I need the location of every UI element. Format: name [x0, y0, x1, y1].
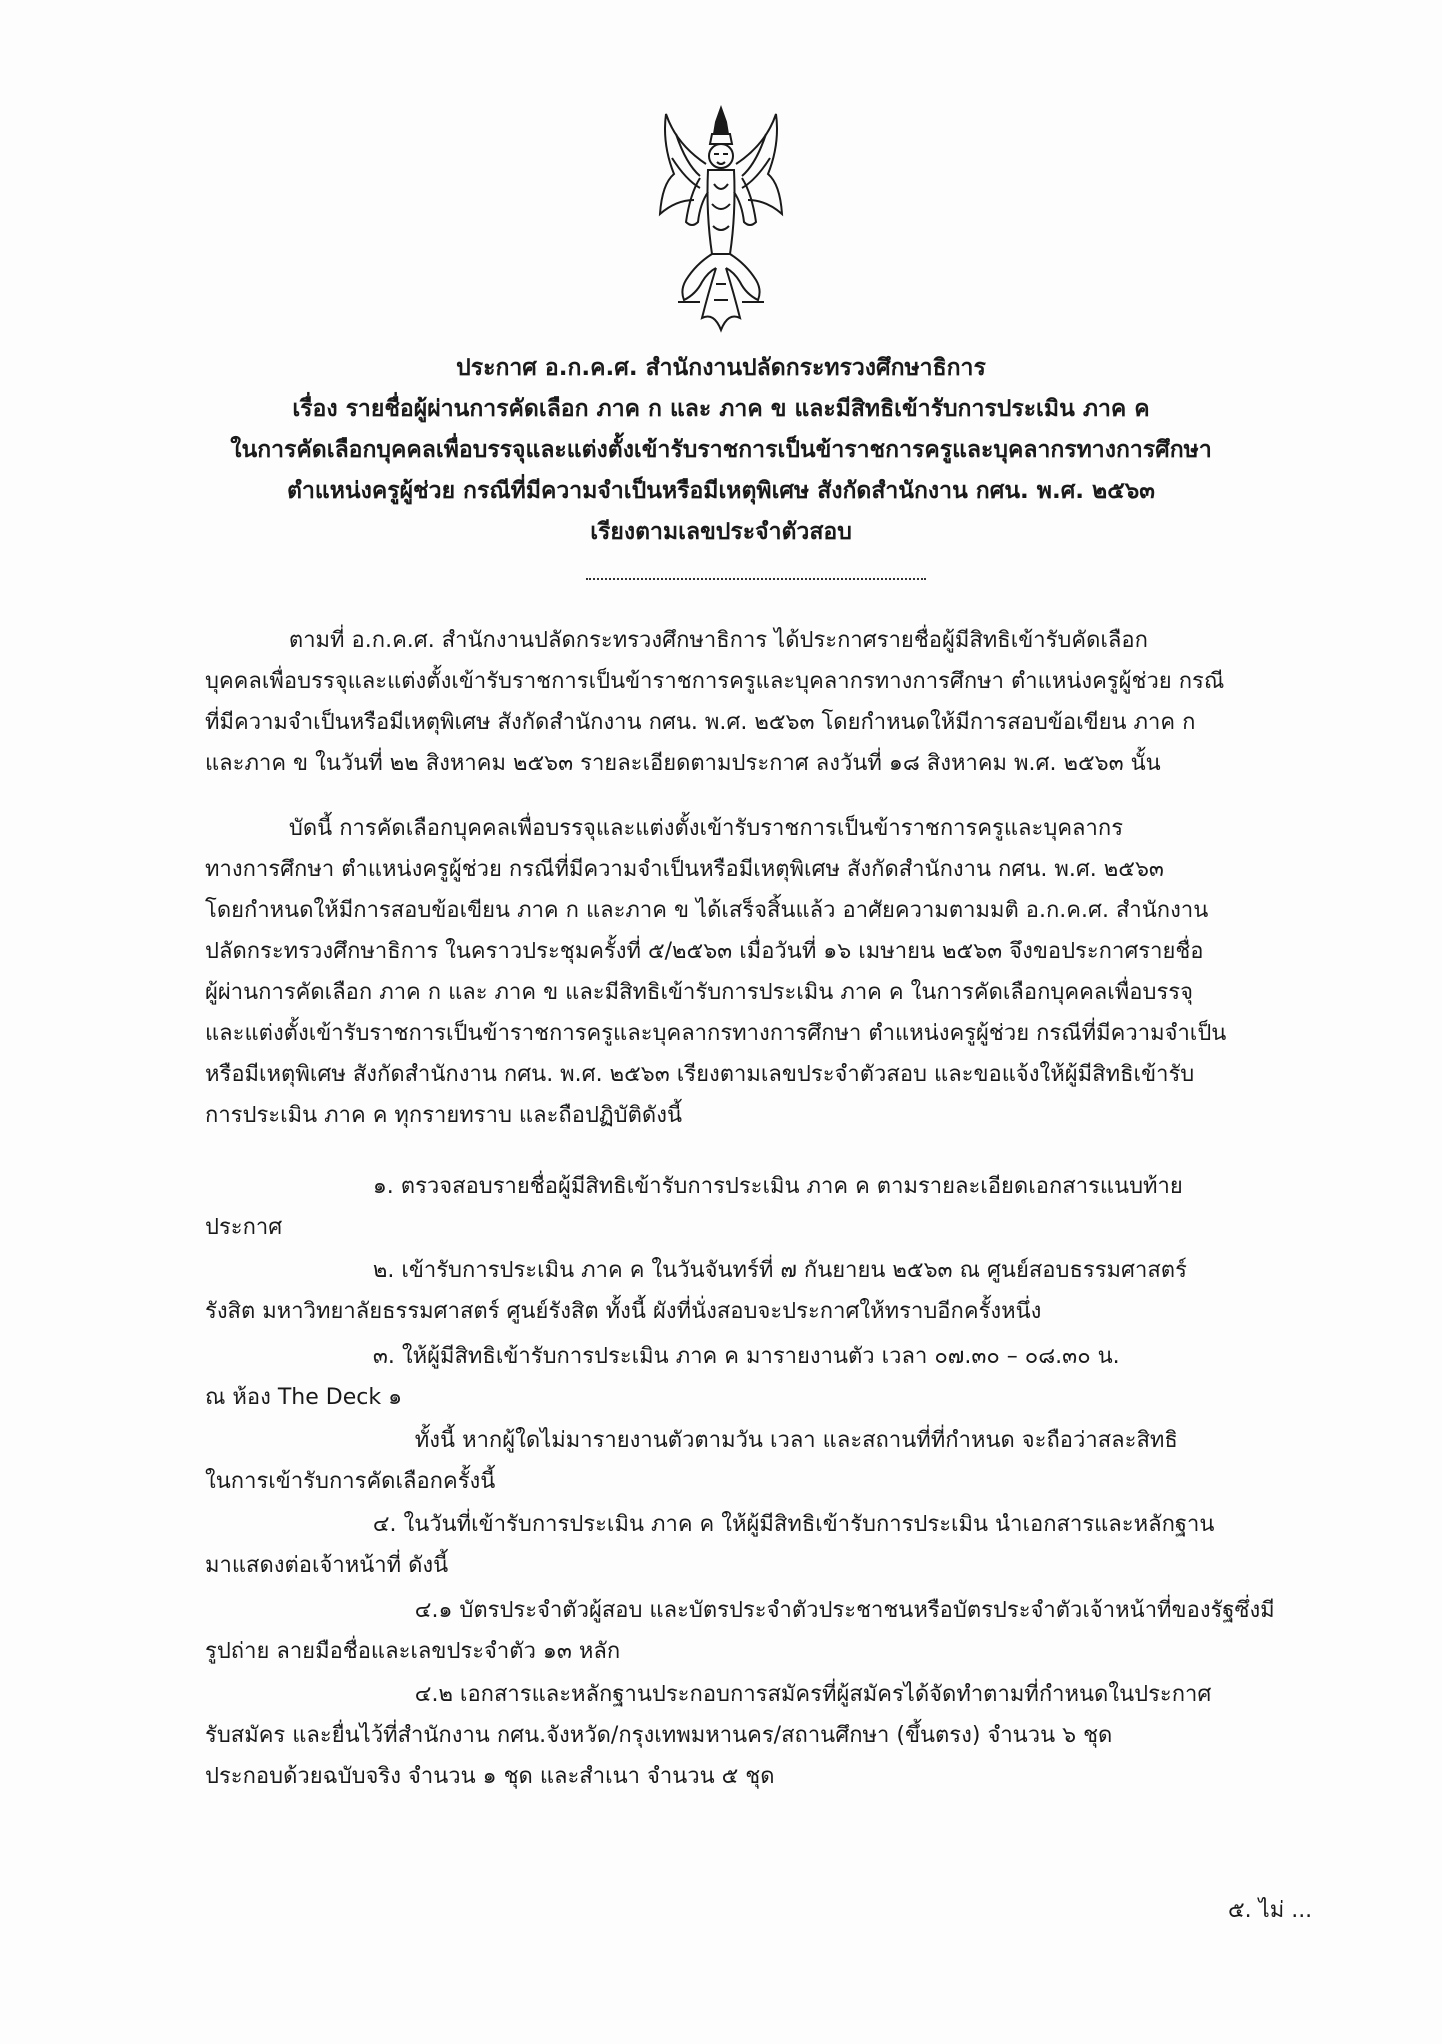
garuda-emblem-icon — [656, 104, 786, 336]
item-1 — [205, 1166, 1308, 1248]
title-line-4: ตำแหน่งครูผู้ช่วย กรณีที่มีความจำเป็นหรือมีเหตุพิเศษ สังกัดสำนักงาน กศน. พ.ศ. ๒๕๖๓ — [287, 478, 1155, 504]
item-line: ในการเข้ารับการคัดเลือกครั้งนี้ — [205, 1469, 496, 1494]
paragraph-line: ปลัดกระทรวงศึกษาธิการ ในคราวประชุมครั้งที่ ๕/๒๕๖๓ เมื่อวันที่ ๑๖ เมษายน ๒๕๖๓ จึงขอประกาศรายชื่อ — [205, 939, 1204, 964]
paragraph-line: ตามที่ อ.ก.ค.ศ. สำนักงานปลัดกระทรวงศึกษาธิการ ได้ประกาศรายชื่อผู้มีสิทธิเข้ารับคัดเลือก — [205, 628, 1148, 653]
paragraph-line: ทางการศึกษา ตำแหน่งครูผู้ช่วย กรณีที่มีความจำเป็นหรือมีเหตุพิเศษ สังกัดสำนักงาน กศน. พ.ศ. ๒๕๖๓ — [205, 857, 1164, 882]
paragraph-line: บัดนี้ การคัดเลือกบุคคลเพื่อบรรจุและแต่งตั้งเข้ารับราชการเป็นข้าราชการครูและบุคลากร — [205, 816, 1124, 841]
item-line: รังสิต มหาวิทยาลัยธรรมศาสตร์ ศูนย์รังสิต ทั้งนี้ ผังที่นั่งสอบจะประกาศให้ทราบอีกครั้งหนึ่ง — [205, 1299, 1042, 1324]
item-line: ๔. ในวันที่เข้ารับการประเมิน ภาค ค ให้ผู้มีสิทธิเข้ารับการประเมิน นำเอกสารและหลักฐาน — [205, 1512, 1215, 1537]
title-line-1: ประกาศ อ.ก.ค.ศ. สำนักงานปลัดกระทรวงศึกษาธิการ — [456, 355, 986, 381]
item-4-2 — [205, 1674, 1308, 1797]
paragraph-line: การประเมิน ภาค ค ทุกรายทราบ และถือปฏิบัติดังนี้ — [205, 1103, 682, 1128]
item-line: ณ ห้อง The Deck ๑ — [205, 1385, 403, 1410]
paragraph-intro — [205, 620, 1308, 784]
item-line: ๔.๒ เอกสารและหลักฐานประกอบการสมัครที่ผู้สมัครได้จัดทำตามที่กำหนดในประกาศ — [205, 1682, 1212, 1707]
item-line: ๒. เข้ารับการประเมิน ภาค ค ในวันจันทร์ที่ ๗ กันยายน ๒๕๖๓ ณ ศูนย์สอบธรรมศาสตร์ — [205, 1258, 1187, 1283]
item-line: รับสมัคร และยื่นไว้ที่สำนักงาน กศน.จังหวัด/กรุงเทพมหานคร/สถานศึกษา (ขึ้นตรง) จำนวน ๖ ชุด — [205, 1723, 1113, 1748]
item-line: ประกอบด้วยฉบับจริง จำนวน ๑ ชุด และสำเนา จำนวน ๕ ชุด — [205, 1764, 775, 1789]
item-4 — [205, 1504, 1308, 1586]
item-2 — [205, 1250, 1308, 1332]
item-line: ๔.๑ บัตรประจำตัวผู้สอบ และบัตรประจำตัวประชาชนหรือบัตรประจำตัวเจ้าหน้าที่ของรัฐซึ่งมี — [205, 1598, 1275, 1623]
paragraph-main — [205, 808, 1308, 1136]
item-line: ๑. ตรวจสอบรายชื่อผู้มีสิทธิเข้ารับการประเมิน ภาค ค ตามรายละเอียดเอกสารแนบท้าย — [205, 1174, 1183, 1199]
announcement-title — [150, 348, 1292, 553]
item-line: ๓. ให้ผู้มีสิทธิเข้ารับการประเมิน ภาค ค มารายงานตัว เวลา ๐๗.๓๐ – ๐๘.๓๐ น. — [205, 1344, 1120, 1369]
paragraph-line: หรือมีเหตุพิเศษ สังกัดสำนักงาน กศน. พ.ศ. ๒๕๖๓ เรียงตามเลขประจำตัวสอบ และขอแจ้งให้ผู้มีสิทธิเข้ารับ — [205, 1062, 1195, 1087]
title-line-5: เรียงตามเลขประจำตัวสอบ — [590, 519, 852, 545]
paragraph-line: โดยกำหนดให้มีการสอบข้อเขียน ภาค ก และภาค ข ได้เสร็จสิ้นแล้ว อาศัยความตามมติ อ.ก.ค.ศ. สำนักงาน — [205, 898, 1209, 923]
next-page-marker: ๕. ไม่ ... — [1228, 1898, 1313, 1923]
item-line: มาแสดงต่อเจ้าหน้าที่ ดังนี้ — [205, 1553, 449, 1578]
paragraph-line: ผู้ผ่านการคัดเลือก ภาค ก และ ภาค ข และมีสิทธิเข้ารับการประเมิน ภาค ค ในการคัดเลือกบุคคลเพื่อบรรจุ — [205, 980, 1194, 1005]
paragraph-line: และภาค ข ในวันที่ ๒๒ สิงหาคม ๒๕๖๓ รายละเอียดตามประกาศ ลงวันที่ ๑๘ สิงหาคม พ.ศ. ๒๕๖๓ นั้น — [205, 751, 1161, 776]
paragraph-line: และแต่งตั้งเข้ารับราชการเป็นข้าราชการครูและบุคลากรทางการศึกษา ตำแหน่งครูผู้ช่วย กรณีที่มีความจำเป็น — [205, 1021, 1227, 1046]
item-line: รูปถ่าย ลายมือชื่อและเลขประจำตัว ๑๓ หลัก — [205, 1639, 621, 1664]
item-4-1 — [205, 1590, 1308, 1672]
title-line-2: เรื่อง รายชื่อผู้ผ่านการคัดเลือก ภาค ก และ ภาค ข และมีสิทธิเข้ารับการประเมิน ภาค ค — [292, 396, 1150, 422]
paragraph-line: บุคคลเพื่อบรรจุและแต่งตั้งเข้ารับราชการเป็นข้าราชการครูและบุคลากรทางการศึกษา ตำแหน่งครูผู้ช่วย กรณี — [205, 669, 1225, 694]
dotted-divider — [586, 578, 926, 580]
item-3-note — [205, 1420, 1308, 1502]
paragraph-line: ที่มีความจำเป็นหรือมีเหตุพิเศษ สังกัดสำนักงาน กศน. พ.ศ. ๒๕๖๓ โดยกำหนดให้มีการสอบข้อเขียน ภาค ก — [205, 710, 1196, 735]
item-line: ทั้งนี้ หากผู้ใดไม่มารายงานตัวตามวัน เวลา และสถานที่ที่กำหนด จะถือว่าสละสิทธิ — [205, 1428, 1178, 1453]
item-line: ประกาศ — [205, 1215, 283, 1240]
item-3 — [205, 1336, 1308, 1418]
title-line-3: ในการคัดเลือกบุคคลเพื่อบรรจุและแต่งตั้งเข้ารับราชการเป็นข้าราชการครูและบุคลากรทางการศึกษา — [230, 437, 1212, 463]
